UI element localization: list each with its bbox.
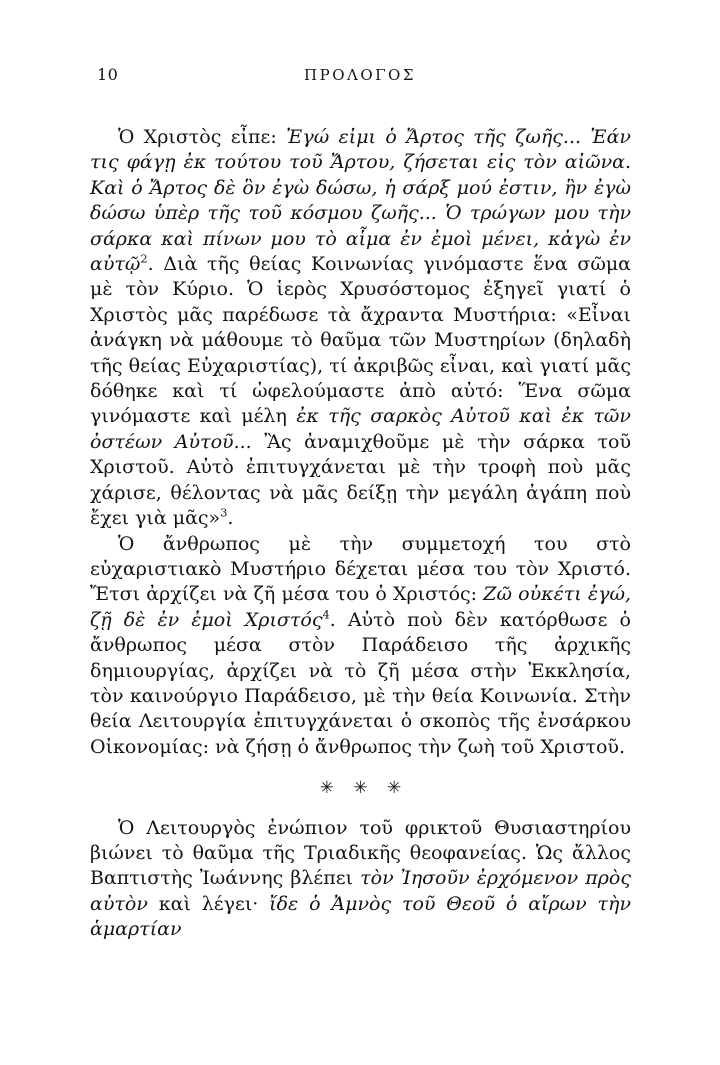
text-run: τὸν Ἰησοῦν ἐρχόμενον πρὸς αὐτὸν	[90, 867, 631, 915]
paragraph	[90, 125, 631, 532]
running-title: ΠΡΟΛΟΓΟΣ	[304, 66, 416, 84]
running-head	[90, 64, 630, 86]
paragraph	[90, 816, 631, 943]
text-run: Ἂς ἀναμιχθοῦμε μὲ τὴν σάρκα τοῦ Χριστοῦ. Αὐτὸ ἐπιτυγχάνεται μὲ τὴν τροφὴ ποὺ μᾶς χάρισε, θέλοντας νὰ μᾶς δείξῃ τὴν μεγάλη ἀγάπη ποὺ ἔχει γιὰ μᾶς»	[90, 430, 631, 530]
text-run: ἐκ τῆς σαρκὸς Αὐτοῦ καὶ ἐκ τῶν ὀστέων Αὐτοῦ...	[90, 405, 631, 453]
text-run: Ὁ Χριστὸς εἶπε:	[118, 126, 287, 148]
text-run: .	[227, 507, 234, 530]
text-run: . Διὰ τῆς θείας Κοινωνίας γινόμαστε ἕνα σῶμα μὲ τὸν Κύριο. Ὁ ἱερὸς Χρυσόστομος ἐξηγεῖ γιατί ὁ Χριστὸς μᾶς παρέδωσε τὰ ἄχραντα Μυστήρια: «Εἶναι ἀνάγκη νὰ μάθουμε τὸ θαῦμα τῶν Μυστηρίων (δηλαδὴ τῆς θείας Εὐχαριστίας), τί ἀκριβῶς εἶναι, καὶ γιατί μᾶς δόθηκε καὶ τί ὠφελούμαστε ἀπὸ αὐτό: Ἕνα σῶμα γινόμαστε καὶ μέλη	[90, 253, 631, 428]
text-run: Ὁ Λειτουργὸς ἐνώπιον τοῦ φρικτοῦ Θυσιαστηρίου βιώνει τὸ θαῦμα τῆς Τριαδικῆς θεοφανείας. Ὡς ἄλλος Βαπτιστὴς Ἰωάννης βλέπει	[90, 816, 631, 890]
text-run: ἴδε ὁ Ἀμνὸς τοῦ Θεοῦ ὁ αἴρων τὴν ἁμαρτίαν	[90, 892, 631, 941]
section-separator: ✳ ✳ ✳	[319, 778, 402, 799]
text-run: καὶ λέγει·	[147, 892, 270, 915]
text-run: Ὁ ἄνθρωπος μὲ τὴν συμμετοχή του στὸ εὐχαριστιακὸ Μυστήριο δέχεται μέσα του τὸν Χριστό. Ἔτσι ἀρχίζει νὰ ζῆ μέσα του ὁ Χριστός:	[90, 532, 631, 606]
text-block	[90, 125, 631, 943]
page-number: 10	[97, 65, 119, 84]
text-run: . Αὐτὸ ποὺ δὲν κατόρθωσε ὁ ἄνθρωπος μέσα στὸν Παράδεισο τῆς ἀρχικῆς δημιουργίας, ἀρχίζει νὰ τὸ ζῆ μέσα στὴν Ἐκκλησία, τὸν καινούργιο Παράδεισο, μὲ τὴν θεία Κοινωνία. Στὴν θεία Λειτουργία ἐπιτυγχάνεται ὁ σκοπὸς τῆς ἐνσάρκου Οἰκονομίας: νὰ ζήσῃ ὁ ἄνθρωπος τὴν ζωὴ τοῦ Χριστοῦ.	[90, 608, 631, 758]
text-run: Ἐγώ εἰμι ὁ Ἄρτος τῆς ζωῆς... Ἐάν τις φάγῃ ἐκ τούτου τοῦ Ἄρτου, ζήσεται εἰς τὸν αἰῶνα. Καὶ ὁ Ἄρτος δὲ ὃν ἐγὼ δώσω, ἡ σάρξ μού ἐστιν, ἣν ἐγὼ δώσω ὑπὲρ τῆς τοῦ κόσμου ζωῆς... Ὁ τρώγων μου τὴν σάρκα καὶ πίνων μου τὸ αἷμα ἐν ἐμοὶ μένει, κἀγὼ ἐν αὐτῷ	[90, 126, 631, 276]
footnote-ref: 4	[322, 607, 330, 622]
footnote-ref: 2	[140, 251, 148, 266]
paragraph	[90, 532, 631, 761]
text-run: Ζῶ οὐκέτι ἐγώ, ζῇ δὲ ἐν ἐμοὶ Χριστός	[90, 583, 632, 631]
footnote-ref: 3	[220, 505, 228, 520]
